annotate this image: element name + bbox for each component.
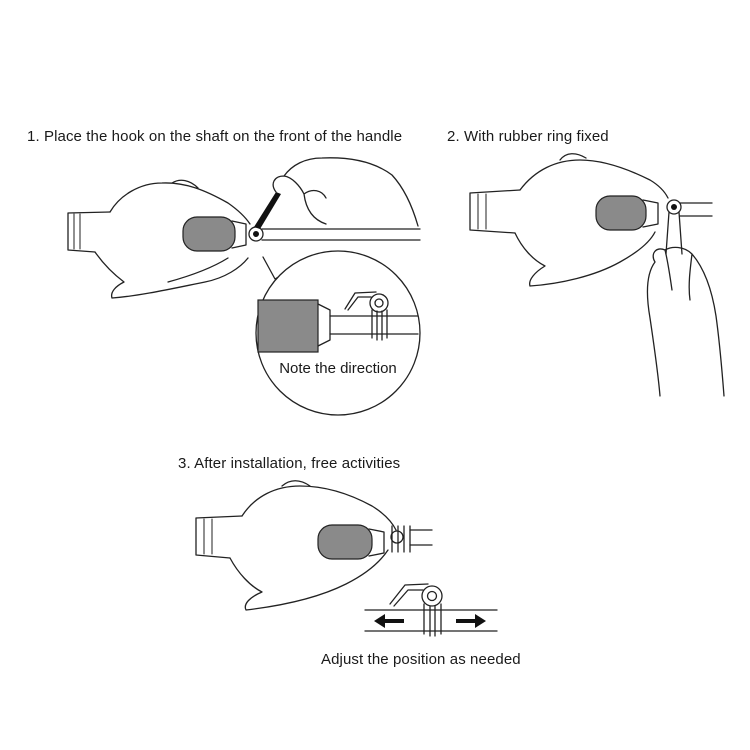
step-2-label: 2. With rubber ring fixed xyxy=(447,128,609,145)
grip xyxy=(318,525,372,559)
right-arrow-icon xyxy=(456,614,486,628)
left-arrow-icon xyxy=(374,614,404,628)
step-1-illustration xyxy=(68,158,420,415)
step-1-label: 1. Place the hook on the shaft on the front of the handle xyxy=(27,128,403,145)
right-hand xyxy=(273,158,418,226)
step-2-illustration xyxy=(470,154,724,396)
step-3-illustration xyxy=(196,481,497,636)
tweezers xyxy=(254,192,281,229)
rod-butt xyxy=(68,212,110,252)
adjust-detail xyxy=(365,584,497,636)
adjust-note: Adjust the position as needed xyxy=(321,651,521,668)
rod-shaft xyxy=(262,229,420,240)
rubber-ring-hook xyxy=(391,526,410,552)
grip xyxy=(596,196,646,230)
step-3-label: 3. After installation, free activities xyxy=(178,455,401,472)
right-hand xyxy=(647,247,724,396)
direction-note: Note the direction xyxy=(279,360,397,377)
grip xyxy=(183,217,235,251)
